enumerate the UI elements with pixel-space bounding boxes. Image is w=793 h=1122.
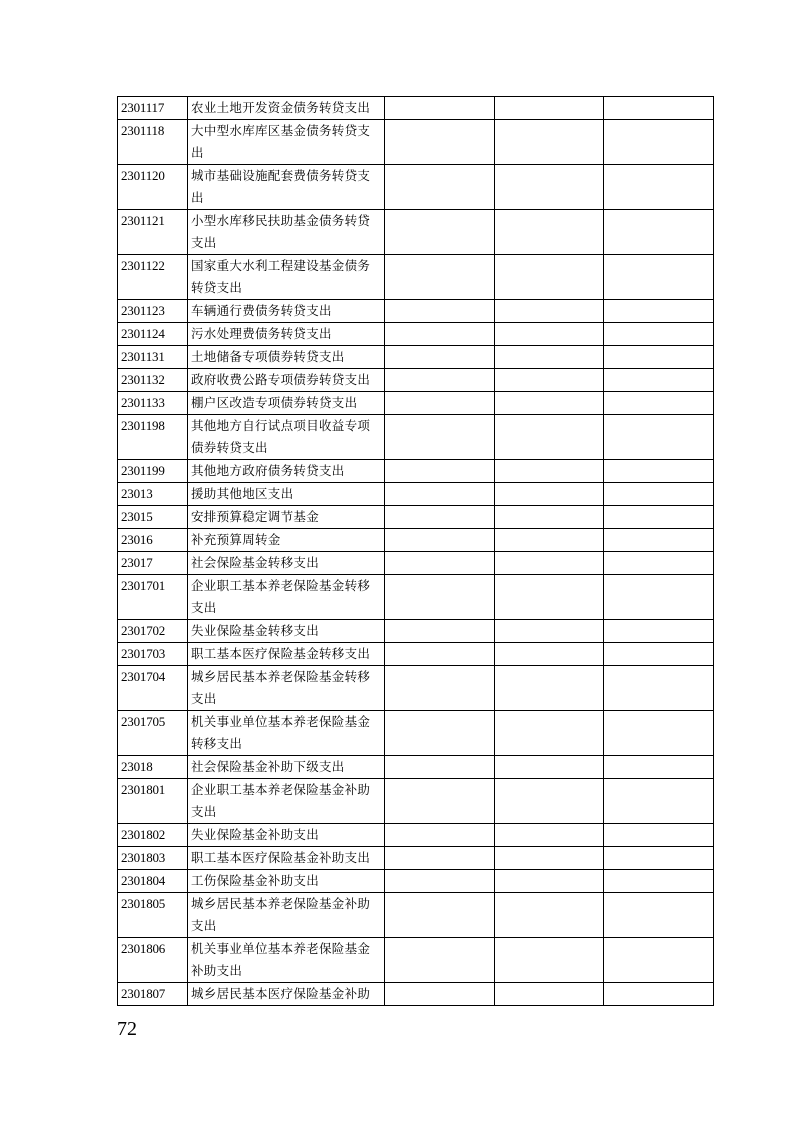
- amount-cell: [385, 575, 495, 620]
- subject-code-cell: 2301806: [118, 938, 188, 983]
- subject-name-cell: 安排预算稳定调节基金: [188, 506, 385, 529]
- subject-name-cell: 社会保险基金转移支出: [188, 552, 385, 575]
- table-row: [118, 575, 714, 620]
- subject-name-cell: 小型水库移民扶助基金债务转贷支出: [188, 210, 385, 255]
- subject-name-cell: 机关事业单位基本养老保险基金转移支出: [188, 711, 385, 756]
- amount-cell: [604, 666, 714, 711]
- amount-cell: [604, 575, 714, 620]
- table-row: [118, 323, 714, 346]
- amount-cell: [604, 893, 714, 938]
- table-row: [118, 824, 714, 847]
- subject-code-cell: 2301702: [118, 620, 188, 643]
- table-row: [118, 460, 714, 483]
- amount-cell: [385, 938, 495, 983]
- subject-code-cell: 2301132: [118, 369, 188, 392]
- subject-name-cell: 企业职工基本养老保险基金补助支出: [188, 779, 385, 824]
- amount-cell: [604, 529, 714, 552]
- subject-name-cell: 企业职工基本养老保险基金转移支出: [188, 575, 385, 620]
- amount-cell: [495, 756, 604, 779]
- table-row: [118, 779, 714, 824]
- table-row: [118, 120, 714, 165]
- subject-name-cell: 大中型水库库区基金债务转贷支出: [188, 120, 385, 165]
- table-row: [118, 165, 714, 210]
- subject-code-cell: 2301704: [118, 666, 188, 711]
- amount-cell: [495, 620, 604, 643]
- amount-cell: [495, 506, 604, 529]
- amount-cell: [604, 506, 714, 529]
- amount-cell: [495, 575, 604, 620]
- amount-cell: [385, 824, 495, 847]
- subject-code-cell: 2301120: [118, 165, 188, 210]
- amount-cell: [495, 460, 604, 483]
- amount-cell: [604, 620, 714, 643]
- subject-code-cell: 2301804: [118, 870, 188, 893]
- amount-cell: [604, 165, 714, 210]
- amount-cell: [385, 506, 495, 529]
- amount-cell: [604, 460, 714, 483]
- amount-cell: [495, 938, 604, 983]
- table-row: [118, 369, 714, 392]
- subject-code-cell: 2301198: [118, 415, 188, 460]
- amount-cell: [604, 392, 714, 415]
- amount-cell: [495, 415, 604, 460]
- amount-cell: [495, 983, 604, 1006]
- table-row: [118, 983, 714, 1006]
- amount-cell: [495, 666, 604, 711]
- amount-cell: [495, 824, 604, 847]
- subject-code-cell: 2301701: [118, 575, 188, 620]
- amount-cell: [604, 369, 714, 392]
- subject-code-cell: 2301122: [118, 255, 188, 300]
- table-row: [118, 711, 714, 756]
- amount-cell: [604, 711, 714, 756]
- subject-code-cell: 23018: [118, 756, 188, 779]
- subject-name-cell: 城乡居民基本养老保险基金补助支出: [188, 893, 385, 938]
- subject-code-cell: 2301802: [118, 824, 188, 847]
- subject-code-cell: 2301124: [118, 323, 188, 346]
- subject-name-cell: 失业保险基金转移支出: [188, 620, 385, 643]
- table-row: [118, 756, 714, 779]
- subject-name-cell: 职工基本医疗保险基金转移支出: [188, 643, 385, 666]
- subject-name-cell: 农业土地开发资金债务转贷支出: [188, 97, 385, 120]
- subject-name-cell: 工伤保险基金补助支出: [188, 870, 385, 893]
- amount-cell: [385, 870, 495, 893]
- subject-name-cell: 其他地方自行试点项目收益专项债券转贷支出: [188, 415, 385, 460]
- subject-code-cell: 23013: [118, 483, 188, 506]
- subject-name-cell: 补充预算周转金: [188, 529, 385, 552]
- table-row: [118, 415, 714, 460]
- subject-name-cell: 机关事业单位基本养老保险基金补助支出: [188, 938, 385, 983]
- subject-name-cell: 污水处理费债务转贷支出: [188, 323, 385, 346]
- amount-cell: [385, 255, 495, 300]
- amount-cell: [385, 210, 495, 255]
- amount-cell: [495, 255, 604, 300]
- table-body: [118, 97, 714, 1006]
- subject-name-cell: 城市基础设施配套费债务转贷支出: [188, 165, 385, 210]
- table-row: [118, 483, 714, 506]
- table-row: [118, 620, 714, 643]
- amount-cell: [604, 824, 714, 847]
- subject-code-cell: 2301805: [118, 893, 188, 938]
- amount-cell: [604, 983, 714, 1006]
- table-row: [118, 552, 714, 575]
- subject-code-cell: 23015: [118, 506, 188, 529]
- subject-name-cell: 其他地方政府债务转贷支出: [188, 460, 385, 483]
- subject-code-cell: 2301705: [118, 711, 188, 756]
- subject-name-cell: 社会保险基金补助下级支出: [188, 756, 385, 779]
- table-row: [118, 847, 714, 870]
- subject-name-cell: 职工基本医疗保险基金补助支出: [188, 847, 385, 870]
- amount-cell: [604, 346, 714, 369]
- amount-cell: [385, 165, 495, 210]
- subject-name-cell: 城乡居民基本养老保险基金转移支出: [188, 666, 385, 711]
- amount-cell: [604, 938, 714, 983]
- subject-code-cell: 2301123: [118, 300, 188, 323]
- table-row: [118, 893, 714, 938]
- amount-cell: [385, 756, 495, 779]
- amount-cell: [385, 529, 495, 552]
- amount-cell: [604, 643, 714, 666]
- amount-cell: [495, 120, 604, 165]
- amount-cell: [495, 711, 604, 756]
- amount-cell: [495, 210, 604, 255]
- amount-cell: [385, 711, 495, 756]
- amount-cell: [604, 756, 714, 779]
- subject-name-cell: 城乡居民基本医疗保险基金补助: [188, 983, 385, 1006]
- subject-code-cell: 2301117: [118, 97, 188, 120]
- amount-cell: [604, 552, 714, 575]
- amount-cell: [385, 483, 495, 506]
- table-row: [118, 97, 714, 120]
- amount-cell: [604, 255, 714, 300]
- amount-cell: [385, 779, 495, 824]
- subject-code-cell: 2301703: [118, 643, 188, 666]
- subject-code-cell: 2301131: [118, 346, 188, 369]
- subject-code-cell: 23016: [118, 529, 188, 552]
- amount-cell: [495, 165, 604, 210]
- amount-cell: [495, 779, 604, 824]
- amount-cell: [604, 323, 714, 346]
- amount-cell: [604, 847, 714, 870]
- table-row: [118, 529, 714, 552]
- amount-cell: [385, 620, 495, 643]
- table-row: [118, 210, 714, 255]
- amount-cell: [604, 415, 714, 460]
- amount-cell: [604, 97, 714, 120]
- amount-cell: [385, 415, 495, 460]
- amount-cell: [604, 120, 714, 165]
- subject-code-cell: 2301803: [118, 847, 188, 870]
- amount-cell: [495, 346, 604, 369]
- amount-cell: [385, 323, 495, 346]
- subject-name-cell: 国家重大水利工程建设基金债务转贷支出: [188, 255, 385, 300]
- amount-cell: [495, 97, 604, 120]
- table-row: [118, 392, 714, 415]
- subject-code-cell: 2301199: [118, 460, 188, 483]
- subject-name-cell: 援助其他地区支出: [188, 483, 385, 506]
- page-number: 72: [117, 1018, 137, 1040]
- table-row: [118, 300, 714, 323]
- subject-name-cell: 失业保险基金补助支出: [188, 824, 385, 847]
- amount-cell: [385, 346, 495, 369]
- amount-cell: [385, 847, 495, 870]
- amount-cell: [604, 870, 714, 893]
- amount-cell: [604, 210, 714, 255]
- subject-code-cell: 2301801: [118, 779, 188, 824]
- amount-cell: [385, 983, 495, 1006]
- table-row: [118, 346, 714, 369]
- subject-code-cell: 2301121: [118, 210, 188, 255]
- amount-cell: [385, 300, 495, 323]
- amount-cell: [385, 552, 495, 575]
- amount-cell: [385, 120, 495, 165]
- amount-cell: [495, 870, 604, 893]
- amount-cell: [495, 552, 604, 575]
- subject-name-cell: 土地储备专项债券转贷支出: [188, 346, 385, 369]
- subject-code-cell: 23017: [118, 552, 188, 575]
- amount-cell: [385, 97, 495, 120]
- amount-cell: [385, 666, 495, 711]
- amount-cell: [495, 643, 604, 666]
- amount-cell: [385, 369, 495, 392]
- amount-cell: [495, 483, 604, 506]
- subject-name-cell: 政府收费公路专项债券转贷支出: [188, 369, 385, 392]
- subject-name-cell: 棚户区改造专项债券转贷支出: [188, 392, 385, 415]
- subject-name-cell: 车辆通行费债务转贷支出: [188, 300, 385, 323]
- budget-table: [117, 96, 714, 1006]
- subject-code-cell: 2301807: [118, 983, 188, 1006]
- amount-cell: [495, 893, 604, 938]
- amount-cell: [495, 847, 604, 870]
- amount-cell: [604, 300, 714, 323]
- table-row: [118, 666, 714, 711]
- amount-cell: [385, 643, 495, 666]
- amount-cell: [495, 300, 604, 323]
- table-row: [118, 938, 714, 983]
- amount-cell: [385, 460, 495, 483]
- amount-cell: [495, 323, 604, 346]
- amount-cell: [495, 529, 604, 552]
- amount-cell: [385, 392, 495, 415]
- amount-cell: [495, 392, 604, 415]
- amount-cell: [495, 369, 604, 392]
- table-row: [118, 643, 714, 666]
- amount-cell: [604, 483, 714, 506]
- subject-code-cell: 2301133: [118, 392, 188, 415]
- table-row: [118, 870, 714, 893]
- amount-cell: [385, 893, 495, 938]
- table-row: [118, 255, 714, 300]
- amount-cell: [604, 779, 714, 824]
- subject-code-cell: 2301118: [118, 120, 188, 165]
- table-row: [118, 506, 714, 529]
